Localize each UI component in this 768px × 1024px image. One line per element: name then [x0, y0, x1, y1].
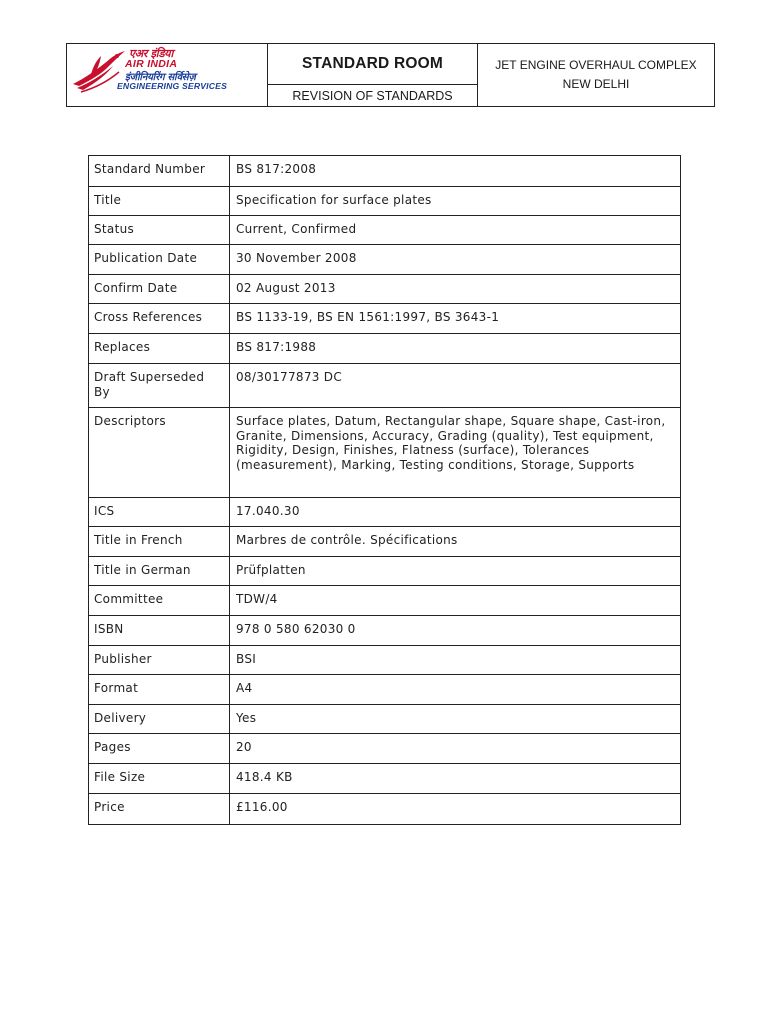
table-row: [89, 304, 680, 334]
document-header: [66, 43, 715, 107]
field-value: BS 817:1988: [236, 340, 317, 354]
field-value: 17.040.30: [236, 504, 300, 518]
field-value: Surface plates, Datum, Rectangular shape, Square shape, Cast-iron, Granite, Dimensions, Accuracy, Grading (quality), Test equipment, Rigidity, Design, Finishes, Flatness (surface), Tolerances (measurement), Marking, Testing conditions, Storage, Supports: [236, 414, 666, 472]
field-label: File Size: [89, 764, 230, 793]
table-row: [89, 527, 680, 557]
logo-english-airline-name: AIR INDIA: [125, 58, 178, 70]
table-row: [89, 275, 680, 304]
table-row: [89, 364, 680, 408]
table-row: [89, 245, 680, 275]
field-label: ICS: [89, 498, 230, 526]
field-label: Confirm Date: [89, 275, 230, 303]
field-label: ISBN: [89, 616, 230, 645]
table-row: [89, 187, 680, 216]
field-value: Yes: [236, 711, 257, 725]
table-row: [89, 794, 680, 824]
field-value: Current, Confirmed: [236, 222, 357, 236]
page-subtitle: REVISION OF STANDARDS: [292, 88, 453, 103]
field-label: Pages: [89, 734, 230, 763]
field-value: 02 August 2013: [236, 281, 336, 295]
field-value: 978 0 580 62030 0: [236, 622, 356, 636]
field-value: Prüfplatten: [236, 563, 306, 577]
field-label: Replaces: [89, 334, 230, 363]
field-label: Title in German: [89, 557, 230, 585]
field-label: Standard Number: [89, 156, 230, 186]
field-value: BS 1133-19, BS EN 1561:1997, BS 3643-1: [236, 310, 500, 324]
standard-details-table: [88, 155, 681, 825]
page-title: STANDARD ROOM: [268, 44, 477, 85]
field-label: Publisher: [89, 646, 230, 674]
field-label: Price: [89, 794, 230, 824]
field-label: Cross References: [89, 304, 230, 333]
field-value: Marbres de contrôle. Spécifications: [236, 533, 458, 547]
logo-english-division-name: ENGINEERING SERVICES: [117, 81, 228, 91]
header-location-block: [478, 44, 714, 106]
field-label: Title: [89, 187, 230, 215]
field-value: 418.4 KB: [236, 770, 293, 784]
field-value: A4: [236, 681, 253, 695]
table-row: [89, 764, 680, 794]
table-row: [89, 216, 680, 245]
field-label: Draft Superseded By: [89, 364, 230, 407]
field-value: £116.00: [236, 800, 288, 814]
field-value: 30 November 2008: [236, 251, 357, 265]
field-value: 20: [236, 740, 252, 754]
field-label: Status: [89, 216, 230, 244]
field-label: Delivery: [89, 705, 230, 733]
logo-hindi-division-name: इंजीनियरिंग सर्विसेज़: [125, 72, 196, 83]
table-row: [89, 557, 680, 586]
table-row: [89, 734, 680, 764]
field-value: Specification for surface plates: [236, 193, 432, 207]
table-row: [89, 408, 680, 498]
table-row: [89, 498, 680, 527]
field-label: Format: [89, 675, 230, 704]
table-row: [89, 616, 680, 646]
field-label: Committee: [89, 586, 230, 615]
location-line-1: JET ENGINE OVERHAUL COMPLEX: [495, 58, 697, 72]
field-label: Title in French: [89, 527, 230, 556]
table-row: [89, 156, 680, 187]
header-title-block: [268, 44, 478, 106]
field-value: TDW/4: [236, 592, 278, 606]
field-label: Descriptors: [89, 408, 230, 497]
table-row: [89, 586, 680, 616]
field-value: BSI: [236, 652, 257, 666]
table-row: [89, 334, 680, 364]
air-india-logo: [67, 44, 268, 106]
table-row: [89, 675, 680, 705]
field-value: BS 817:2008: [236, 162, 317, 176]
location-line-2: NEW DELHI: [562, 77, 630, 91]
table-row: [89, 646, 680, 675]
field-label: Publication Date: [89, 245, 230, 274]
logo-hindi-airline-name: एअर इंडिया: [129, 47, 174, 60]
field-value: 08/30177873 DC: [236, 370, 343, 384]
table-row: [89, 705, 680, 734]
